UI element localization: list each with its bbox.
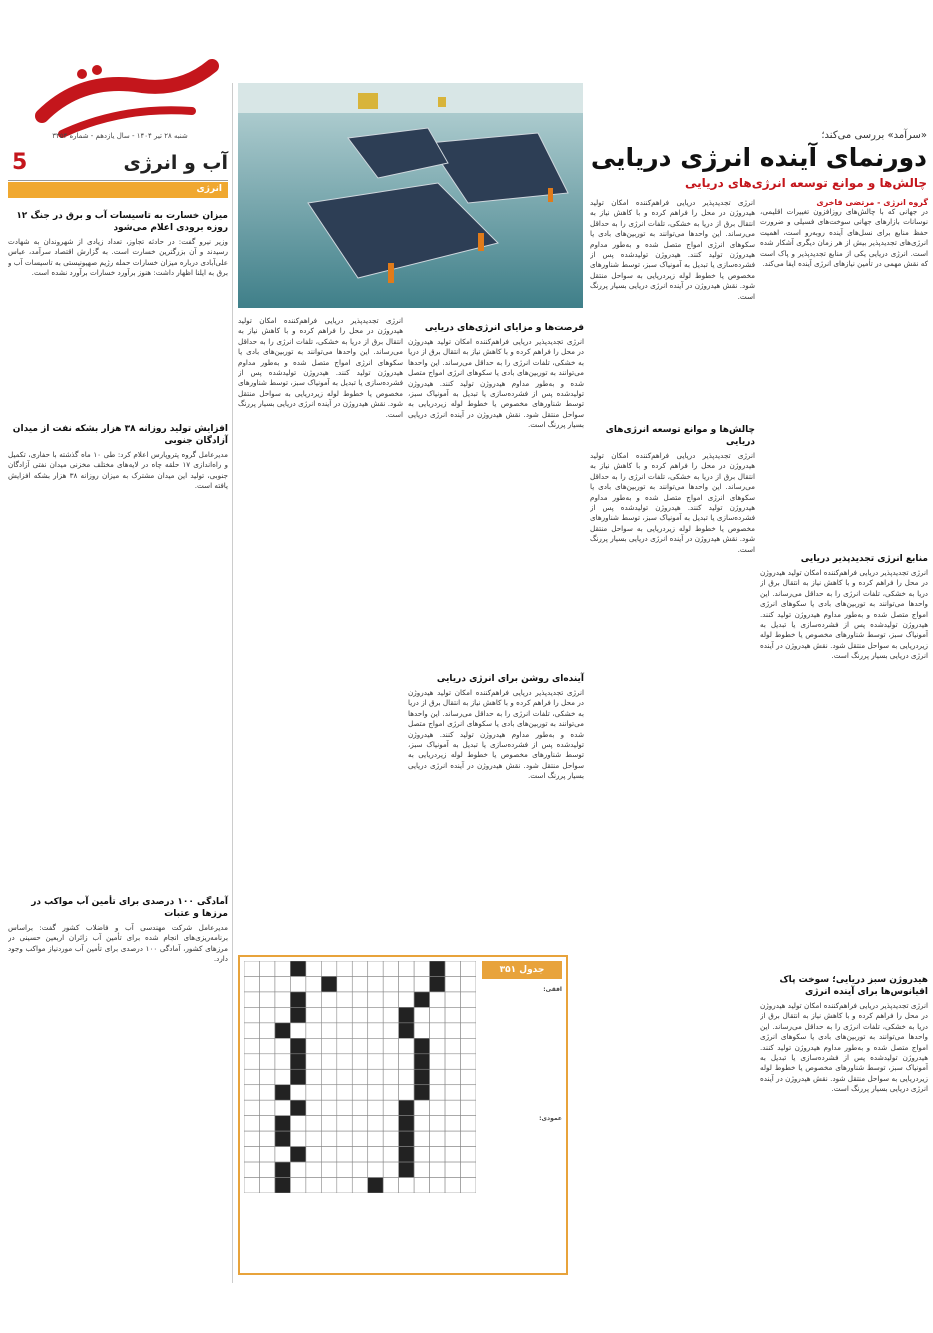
crossword-cell[interactable] [275,1069,290,1084]
crossword-cell[interactable] [275,1023,290,1038]
crossword-cell[interactable] [259,1147,274,1162]
crossword-cell[interactable] [306,1038,321,1053]
crossword-cell[interactable] [383,1023,398,1038]
crossword-cell[interactable] [275,1100,290,1115]
crossword-cell[interactable] [321,1116,336,1131]
crossword-cell[interactable] [461,1069,476,1084]
crossword-cell[interactable] [414,1038,429,1053]
crossword-cell[interactable] [368,1054,383,1069]
crossword-cell[interactable] [306,1131,321,1146]
crossword-cell[interactable] [337,1178,352,1193]
article-column-3: فرصت‌ها و مزایای انرژی‌های دریایی انرژی تجدیدپذیر دریایی فراهم‌کننده امکان تولید هیدروژن در محل را فراهم کرده و با کاهش نیاز به انتقال برق از دریا به خشکی، تلفات انرژی را به حداقل می‌رساند. این واحدها می‌توانند به توربین‌های بادی یا سکوهای انرژی امواج متصل شده و به‌طور مداوم هیدروژن تولید کنند. هیدروژن تولیدشده پس از فشرده‌سازی یا تبدیل به آمونیاک سبز، توسط شناورهای مخصوص یا خطوط لوله زیردریایی به سواحل منتقل شود. نقش هیدروژن در آینده انرژی دریایی بسیار پررنگ است. آینده‌ای روشن برای انرژی دریایی انرژی تجدیدپذیر دریایی فراهم‌کننده امکان تولید هیدروژن در محل را فراهم کرده و با کاهش نیاز به انتقال برق از دریا به خشکی، تلفات انرژی را به حداقل می‌رساند. این واحدها می‌توانند به توربین‌های بادی یا سکوهای انرژی امواج متصل شده و به‌طور مداوم هیدروژن تولید کنند. هیدروژن تولیدشده پس از فشرده‌سازی یا تبدیل به آمونیاک سبز، توسط شناورهای مخصوص یا خطوط لوله زیردریایی به سواحل منتقل شود. نقش هیدروژن در آینده انرژی دریایی بسیار پررنگ است. [408,323,584,781]
crossword-cell[interactable] [399,1007,414,1022]
crossword-cell[interactable] [244,1054,259,1069]
crossword-cell[interactable] [445,1054,460,1069]
crossword-cell[interactable] [445,1023,460,1038]
crossword-cell[interactable] [259,1100,274,1115]
crossword-cell[interactable] [383,1162,398,1177]
crossword-cell[interactable] [306,1100,321,1115]
section-title: آب و انرژی [123,152,228,174]
crossword-cell[interactable] [337,976,352,991]
crossword-cell[interactable] [430,1178,445,1193]
crossword-cell[interactable] [306,1116,321,1131]
crossword-cell[interactable] [306,1069,321,1084]
crossword-grid[interactable] [244,961,476,1193]
crossword-cell[interactable] [321,1023,336,1038]
crossword-cell[interactable] [383,1147,398,1162]
crossword-cell[interactable] [445,1162,460,1177]
crossword-cell[interactable] [259,1116,274,1131]
crossword-cell[interactable] [337,1007,352,1022]
crossword-cell[interactable] [399,1085,414,1100]
crossword-cell[interactable] [275,992,290,1007]
crossword-cell[interactable] [445,976,460,991]
crossword-cell[interactable] [430,992,445,1007]
crossword-cell[interactable] [461,1023,476,1038]
offshore-solar-photo [238,83,583,308]
crossword-cell[interactable] [383,1038,398,1053]
crossword-cell[interactable] [306,961,321,976]
crossword-cell[interactable] [399,1023,414,1038]
crossword-cell[interactable] [414,992,429,1007]
crossword-cell[interactable] [352,1116,367,1131]
crossword-cell[interactable] [414,1054,429,1069]
crossword-cell[interactable] [461,1054,476,1069]
crossword-cell[interactable] [337,1147,352,1162]
crossword-cell[interactable] [414,1178,429,1193]
crossword-cell[interactable] [461,1038,476,1053]
crossword-cell[interactable] [321,1069,336,1084]
crossword-cell[interactable] [414,1116,429,1131]
crossword-cell[interactable] [244,976,259,991]
crossword-cell[interactable] [368,1178,383,1193]
date-line: شنبه ۲۸ تیر ۱۴۰۴ - سال یازدهم - شماره ۳۳۵۴ [52,132,188,140]
article-header [590,130,927,190]
crossword-cell[interactable] [306,1147,321,1162]
crossword-cell[interactable] [275,1085,290,1100]
crossword-cell[interactable] [461,1007,476,1022]
crossword-cell[interactable] [244,1131,259,1146]
crossword-cell[interactable] [414,961,429,976]
crossword-cell[interactable] [430,1116,445,1131]
crossword-cell[interactable] [337,1038,352,1053]
crossword-cell[interactable] [352,1007,367,1022]
crossword-cell[interactable] [445,992,460,1007]
crossword-cell[interactable] [290,1085,305,1100]
section-tag: انرژی [8,182,228,198]
crossword-cell[interactable] [399,1038,414,1053]
crossword-cell[interactable] [290,1178,305,1193]
crossword-cell[interactable] [352,1100,367,1115]
crossword-cell[interactable] [383,1116,398,1131]
crossword-cell[interactable] [461,1162,476,1177]
crossword-cell[interactable] [337,1069,352,1084]
crossword-cell[interactable] [368,1116,383,1131]
crossword-cell[interactable] [259,1131,274,1146]
crossword-cell[interactable] [414,1131,429,1146]
crossword-cell[interactable] [306,1007,321,1022]
crossword-cell[interactable] [399,1147,414,1162]
news-item: افزایش تولید روزانه ۳۸ هزار بشکه نفت از میدان آزادگان جنوبی مدیرعامل گروه پتروپارس اعلام کرد: طی ۱۰ ماه گذشته با حفاری، تکمیل و راه‌اندازی ۱۷ حلقه چاه در لایه‌های مختلف مخزنی میدان نفتی آزادگان جنوبی، تولید این میدان مشترک به میزان روزانه ۳۸ هزار بشکه افزایش یافته است. [8,424,228,491]
crossword-cell[interactable] [368,1007,383,1022]
crossword-cell[interactable] [445,1069,460,1084]
crossword-cell[interactable] [259,1178,274,1193]
crossword-cell[interactable] [352,1147,367,1162]
crossword-cell[interactable] [383,961,398,976]
crossword-cell[interactable] [275,1116,290,1131]
crossword-cell[interactable] [259,1085,274,1100]
crossword-cell[interactable] [461,992,476,1007]
crossword-cell[interactable] [352,1162,367,1177]
crossword-cell[interactable] [368,1100,383,1115]
crossword-cell[interactable] [399,1178,414,1193]
crossword-cell[interactable] [259,1038,274,1053]
crossword-cell[interactable] [368,1147,383,1162]
article-column-2: انرژی تجدیدپذیر دریایی فراهم‌کننده امکان تولید هیدروژن در محل را فراهم کرده و با کاهش نیاز به انتقال برق از دریا به خشکی، تلفات انرژی را به حداقل می‌رساند. این واحدها می‌توانند به توربین‌های بادی یا سکوهای انرژی امواج متصل شده و به‌طور مداوم هیدروژن تولید کنند. هیدروژن تولیدشده پس از فشرده‌سازی یا تبدیل به آمونیاک سبز، توسط شناورهای مخصوص یا خطوط لوله زیردریایی به سواحل منتقل شود. نقش هیدروژن در آینده انرژی دریایی بسیار پررنگ است. چالش‌ها و موانع توسعه انرژی‌های دریایی انرژی تجدیدپذیر دریایی فراهم‌کننده امکان تولید هیدروژن در محل را فراهم کرده و با کاهش نیاز به انتقال برق از دریا به خشکی، تلفات انرژی را به حداقل می‌رساند. این واحدها می‌توانند به توربین‌های بادی یا سکوهای انرژی امواج متصل شده و به‌طور مداوم هیدروژن تولید کنند. هیدروژن تولیدشده پس از فشرده‌سازی یا تبدیل به آمونیاک سبز، توسط شناورهای مخصوص یا خطوط لوله زیردریایی به سواحل منتقل شود. نقش هیدروژن در آینده انرژی دریایی بسیار پررنگ است. [590,198,755,554]
crossword-cell[interactable] [259,1007,274,1022]
crossword-cell[interactable] [430,961,445,976]
crossword-cell[interactable] [430,1162,445,1177]
crossword-cell[interactable] [337,1054,352,1069]
crossword-cell[interactable] [321,961,336,976]
crossword-cell[interactable] [290,1023,305,1038]
headline: دورنمای آینده انرژی دریایی [590,143,927,172]
crossword-cell[interactable] [445,1100,460,1115]
crossword-cell[interactable] [306,1085,321,1100]
crossword-cell[interactable] [368,1131,383,1146]
crossword-cell[interactable] [321,1007,336,1022]
crossword-cell[interactable] [290,1162,305,1177]
crossword-cell[interactable] [275,1054,290,1069]
crossword-cell[interactable] [275,1007,290,1022]
crossword-cell[interactable] [383,976,398,991]
crossword-cell[interactable] [383,1069,398,1084]
crossword-cell[interactable] [275,1038,290,1053]
crossword-cell[interactable] [306,1023,321,1038]
crossword-cell[interactable] [414,1100,429,1115]
crossword-cell[interactable] [383,1100,398,1115]
byline: گروه انرژی - مرتضی فاخری [816,198,928,207]
crossword-cell[interactable] [352,1085,367,1100]
crossword-cell[interactable] [430,1007,445,1022]
crossword-cell[interactable] [414,1023,429,1038]
crossword-cell[interactable] [383,1178,398,1193]
crossword-cell[interactable] [290,1054,305,1069]
crossword-cell[interactable] [244,1085,259,1100]
sidebar-news [8,204,228,1267]
crossword-cell[interactable] [445,1038,460,1053]
crossword-cell[interactable] [430,1069,445,1084]
crossword-cell[interactable] [352,1131,367,1146]
crossword-cell[interactable] [430,1054,445,1069]
crossword-cell[interactable] [461,1116,476,1131]
crossword-cell[interactable] [461,1085,476,1100]
article-column-1: گروه انرژی - مرتضی فاخری در جهانی که با چالش‌های روزافزون تغییرات اقلیمی، نوسانات بازارهای جهانی سوخت‌های فسیلی و ضرورت حفظ منابع برای نسل‌های آینده روبه‌رو است، اهمیت انرژی‌های تجدیدپذیر بیش از هر زمان دیگری آشکار شده است. انرژی دریایی یکی از منابع تجدیدپذیر و پاک است که نقش مهمی در تأمین نیازهای انرژی آینده ایفا می‌کند. منابع انرژی تجدیدپذیر دریایی انرژی تجدیدپذیر دریایی فراهم‌کننده امکان تولید هیدروژن در محل را فراهم کرده و با کاهش نیاز به انتقال برق از دریا به خشکی، تلفات انرژی را به حداقل می‌رساند. این واحدها می‌توانند به توربین‌های بادی یا سکوهای انرژی امواج متصل شده و به‌طور مداوم هیدروژن تولید کنند. هیدروژن تولیدشده پس از فشرده‌سازی یا تبدیل به آمونیاک سبز، توسط شناورهای مخصوص یا خطوط لوله زیردریایی به سواحل منتقل شود. نقش هیدروژن در آینده انرژی دریایی بسیار پررنگ است. هیدروژن سبز دریایی؛ سوخت پاک اقیانوس‌ها برای آینده انرژی انرژی تجدیدپذیر دریایی فراهم‌کننده امکان تولید هیدروژن در محل را فراهم کرده و با کاهش نیاز به انتقال برق از دریا به خشکی، تلفات انرژی را به حداقل می‌رساند. این واحدها می‌توانند به توربین‌های بادی یا سکوهای انرژی امواج متصل شده و به‌طور مداوم هیدروژن تولید کنند. هیدروژن تولیدشده پس از فشرده‌سازی یا تبدیل به آمونیاک سبز، توسط شناورهای مخصوص یا خطوط لوله زیردریایی به سواحل منتقل شود. نقش هیدروژن در آینده انرژی دریایی بسیار پررنگ است. [760,198,928,1094]
crossword-cell[interactable] [445,1116,460,1131]
crossword-cell[interactable] [414,1007,429,1022]
crossword-cell[interactable] [430,1023,445,1038]
crossword-cell[interactable] [445,1147,460,1162]
crossword-cell[interactable] [399,1162,414,1177]
crossword-cell[interactable] [306,1178,321,1193]
crossword-cell[interactable] [399,1116,414,1131]
crossword-cell[interactable] [383,1054,398,1069]
crossword-clues: افقی: عمودی: [539,986,562,1122]
masthead-logo [22,56,228,144]
crossword-cell[interactable] [352,992,367,1007]
crossword-cell[interactable] [430,1147,445,1162]
crossword-cell[interactable] [337,1023,352,1038]
news-item: آمادگی ۱۰۰ درصدی برای تأمین آب مواکب در مرزها و عتبات مدیرعامل شرکت مهندسی آب و فاضلاب کشور گفت: براساس برنامه‌ریزی‌های انجام شده برای تأمین آب زائران اربعین حسینی در مرزهای کشور، آمادگی ۱۰۰ درصدی برای تأمین آب موردنیاز مواکب وجود دارد. [8,897,228,964]
crossword-cell[interactable] [399,1131,414,1146]
crossword-title: جدول ۳۵۱ [482,961,562,979]
crossword-cell[interactable] [290,1100,305,1115]
crossword-cell[interactable] [259,1069,274,1084]
crossword-cell[interactable] [383,1085,398,1100]
crossword-cell[interactable] [399,992,414,1007]
crossword-cell[interactable] [244,992,259,1007]
crossword-cell[interactable] [321,1147,336,1162]
crossword-cell[interactable] [368,1162,383,1177]
crossword-cell[interactable] [461,1100,476,1115]
crossword-cell[interactable] [306,976,321,991]
crossword-cell[interactable] [290,1131,305,1146]
crossword-cell[interactable] [445,1178,460,1193]
crossword-cell[interactable] [321,1131,336,1146]
crossword-cell[interactable] [352,1054,367,1069]
crossword-cell[interactable] [399,1100,414,1115]
crossword-cell[interactable] [306,1054,321,1069]
crossword-cell[interactable] [399,976,414,991]
crossword-cell[interactable] [461,961,476,976]
crossword-cell[interactable] [337,1085,352,1100]
crossword-cell[interactable] [337,1100,352,1115]
crossword-cell[interactable] [244,1023,259,1038]
crossword-cell[interactable] [275,1162,290,1177]
crossword-cell[interactable] [290,1007,305,1022]
crossword-cell[interactable] [290,961,305,976]
subheadline: چالش‌ها و موانع توسعه انرژی‌های دریایی [685,176,927,190]
crossword-cell[interactable] [461,1178,476,1193]
column-divider [232,83,233,1283]
crossword-cell[interactable] [275,961,290,976]
crossword-cell[interactable] [445,961,460,976]
crossword-cell[interactable] [244,1038,259,1053]
crossword-cell[interactable] [368,1023,383,1038]
section-header [8,150,228,181]
crossword-cell[interactable] [321,992,336,1007]
crossword-cell[interactable] [352,976,367,991]
crossword-cell[interactable] [259,1054,274,1069]
crossword-cell[interactable] [290,992,305,1007]
crossword-cell[interactable] [321,1100,336,1115]
crossword-cell[interactable] [290,976,305,991]
crossword-cell[interactable] [275,976,290,991]
crossword-cell[interactable] [259,1162,274,1177]
crossword-cell[interactable] [383,1131,398,1146]
crossword-cell[interactable] [244,961,259,976]
crossword-puzzle [238,955,568,1275]
crossword-cell[interactable] [337,1131,352,1146]
crossword-cell[interactable] [430,1038,445,1053]
crossword-cell[interactable] [306,1162,321,1177]
crossword-cell[interactable] [414,1147,429,1162]
crossword-cell[interactable] [414,976,429,991]
crossword-cell[interactable] [275,1131,290,1146]
crossword-cell[interactable] [383,992,398,1007]
masthead-logo-sub [0,0,1,1]
crossword-cell[interactable] [290,1069,305,1084]
crossword-cell[interactable] [414,1085,429,1100]
crossword-cell[interactable] [461,1147,476,1162]
crossword-cell[interactable] [352,1069,367,1084]
crossword-cell[interactable] [414,1069,429,1084]
crossword-cell[interactable] [290,1116,305,1131]
crossword-cell[interactable] [368,1069,383,1084]
news-item: میزان خسارت به تاسیسات آب و برق در جنگ ۱۲ روزه برودی اعلام می‌شود وزیر نیرو گفت: در حادثه تجاوز، تعداد زیادی از شهروندان به شهادت رسیدند و آن بزرگترین خسارت است. به گزارش اقتصاد سرآمد، عباس علی‌آبادی درباره میزان خسارات حمله رژیم صهیونیستی به تاسیسات آب و برق به ایلنا اظهار داشت: هنوز برآورد خسارات برآورد نشده است. [8,211,228,278]
crossword-cell[interactable] [259,1023,274,1038]
crossword-cell[interactable] [259,976,274,991]
crossword-cell[interactable] [337,1116,352,1131]
crossword-cell[interactable] [337,961,352,976]
crossword-cell[interactable] [321,1054,336,1069]
crossword-cell[interactable] [430,976,445,991]
crossword-cell[interactable] [244,1007,259,1022]
crossword-cell[interactable] [368,992,383,1007]
crossword-cell[interactable] [368,976,383,991]
crossword-cell[interactable] [306,992,321,1007]
crossword-cell[interactable] [321,1178,336,1193]
crossword-cell[interactable] [399,961,414,976]
crossword-cell[interactable] [244,1162,259,1177]
crossword-cell[interactable] [445,1085,460,1100]
crossword-cell[interactable] [430,1085,445,1100]
crossword-cell[interactable] [259,992,274,1007]
crossword-cell[interactable] [430,1100,445,1115]
crossword-cell[interactable] [368,1085,383,1100]
crossword-cell[interactable] [461,976,476,991]
crossword-cell[interactable] [244,1147,259,1162]
crossword-cell[interactable] [244,1069,259,1084]
crossword-cell[interactable] [430,1131,445,1146]
crossword-cell[interactable] [352,1023,367,1038]
crossword-cell[interactable] [321,976,336,991]
article-column-4: انرژی تجدیدپذیر دریایی فراهم‌کننده امکان تولید هیدروژن در محل را فراهم کرده و با کاهش نیاز به انتقال برق از دریا به خشکی، تلفات انرژی را به حداقل می‌رساند. این واحدها می‌توانند به توربین‌های بادی یا سکوهای انرژی امواج متصل شده و به‌طور مداوم هیدروژن تولید کنند. هیدروژن تولیدشده پس از فشرده‌سازی یا تبدیل به آمونیاک سبز، توسط شناورهای مخصوص یا خطوط لوله زیردریایی به سواحل منتقل شود. نقش هیدروژن در آینده انرژی دریایی بسیار پررنگ است. [238,316,403,419]
crossword-cell[interactable] [445,1131,460,1146]
crossword-cell[interactable] [244,1100,259,1115]
crossword-cell[interactable] [352,1178,367,1193]
crossword-cell[interactable] [321,1085,336,1100]
crossword-cell[interactable] [337,1162,352,1177]
crossword-cell[interactable] [275,1178,290,1193]
crossword-cell[interactable] [290,1038,305,1053]
crossword-cell[interactable] [290,1147,305,1162]
crossword-cell[interactable] [275,1147,290,1162]
crossword-cell[interactable] [321,1038,336,1053]
kicker: «سرآمد» بررسی می‌کند؛ [821,130,927,141]
crossword-cell[interactable] [368,1038,383,1053]
crossword-cell[interactable] [259,961,274,976]
crossword-cell[interactable] [445,1007,460,1022]
crossword-cell[interactable] [337,992,352,1007]
crossword-cell[interactable] [399,1069,414,1084]
crossword-cell[interactable] [352,1038,367,1053]
crossword-cell[interactable] [461,1131,476,1146]
crossword-cell[interactable] [352,961,367,976]
crossword-cell[interactable] [399,1054,414,1069]
crossword-cell[interactable] [368,961,383,976]
crossword-cell[interactable] [244,1116,259,1131]
crossword-cell[interactable] [321,1162,336,1177]
crossword-cell[interactable] [244,1178,259,1193]
crossword-cell[interactable] [383,1007,398,1022]
page-number: 5 [12,150,28,175]
crossword-cell[interactable] [414,1162,429,1177]
